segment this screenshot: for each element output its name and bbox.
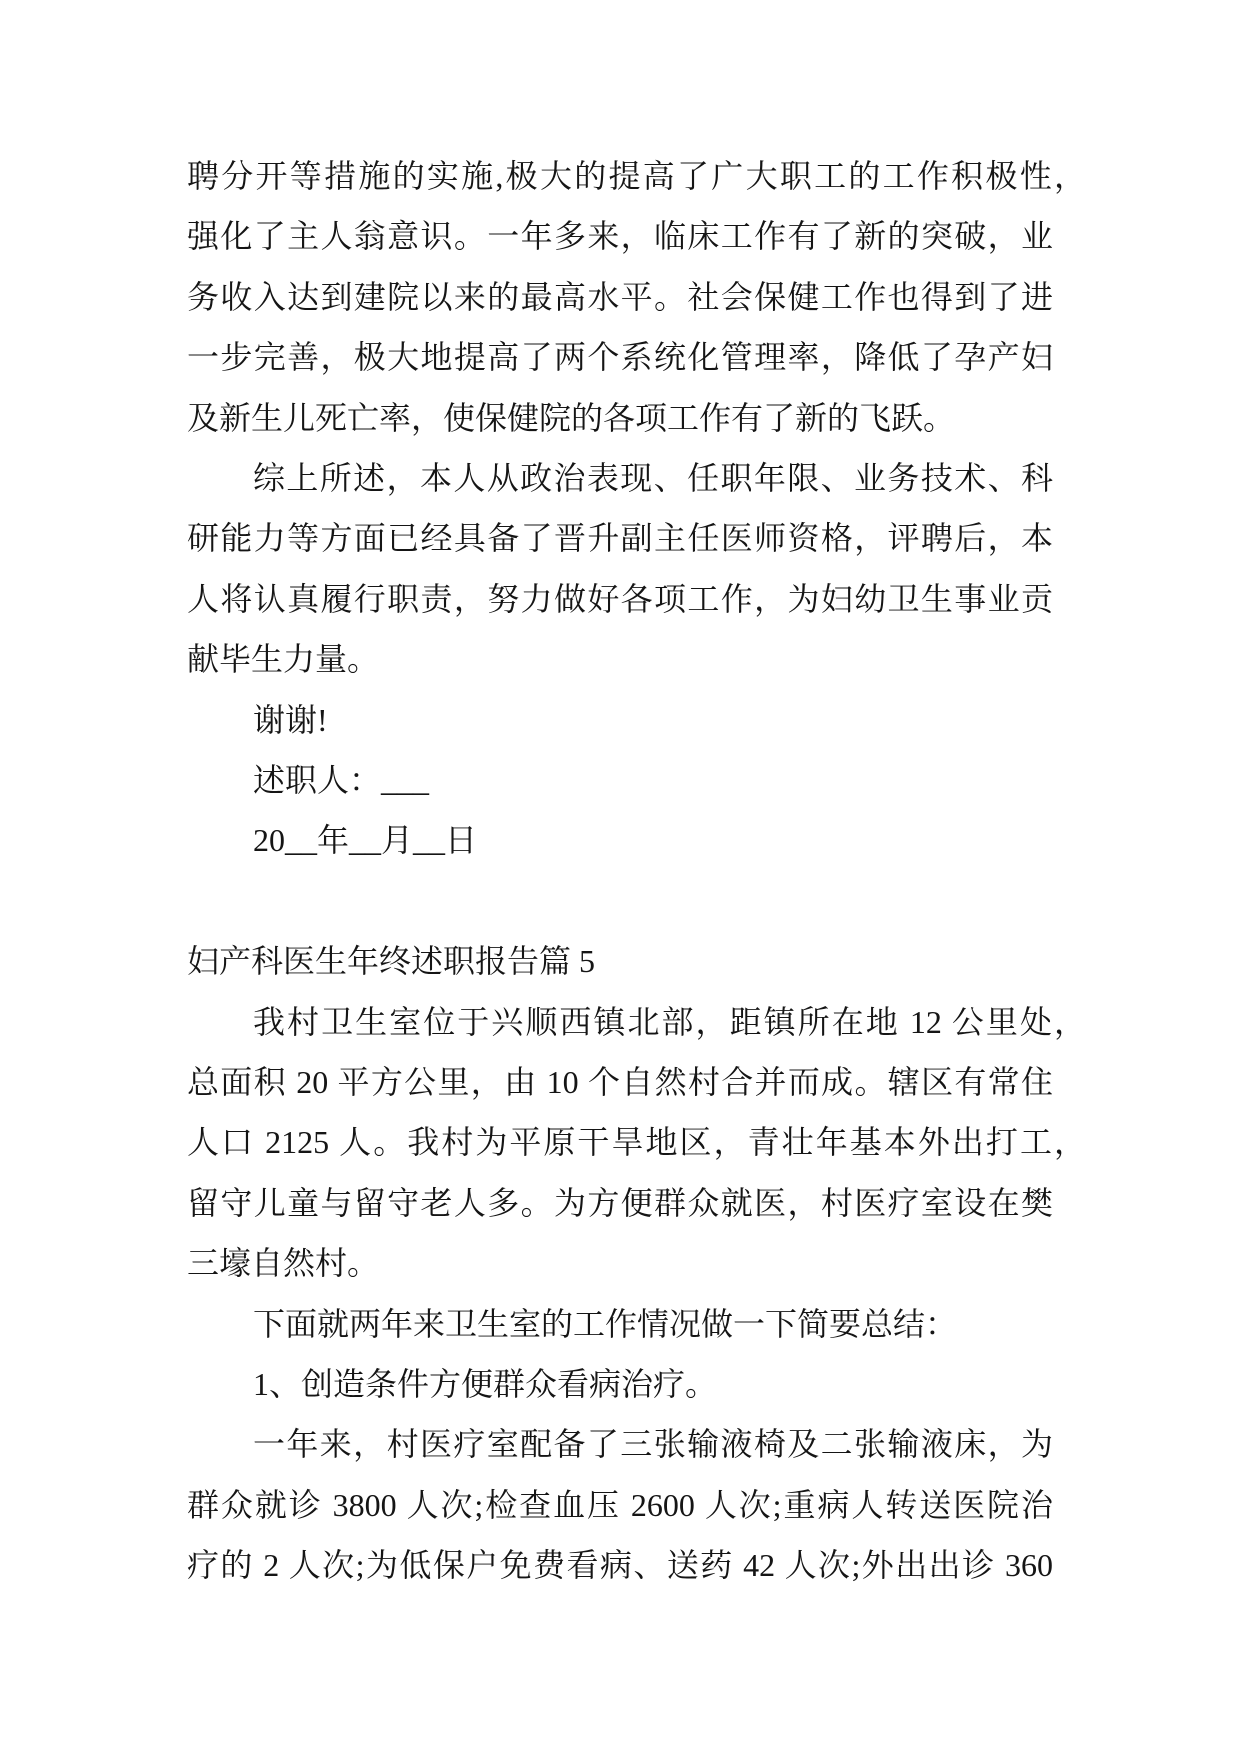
section-title: 妇产科医生年终述职报告篇 5: [187, 943, 596, 979]
body-text-line: 留守儿童与留守老人多。为方便群众就医，村医疗室设在樊: [187, 1185, 1053, 1221]
body-text-line: 群众就诊 3800 人次;检查血压 2600 人次;重病人转送医院治: [187, 1487, 1053, 1523]
body-text-line: 我村卫生室位于兴顺西镇北部，距镇所在地 12 公里处，: [253, 1004, 1086, 1040]
body-text-line: 研能力等方面已经具备了晋升副主任医师资格，评聘后，本: [187, 520, 1053, 556]
signature-line: 述职人：___: [253, 762, 430, 798]
numbered-subheading: 1、创造条件方便群众看病治疗。: [253, 1366, 718, 1402]
body-text-line: 务收入达到建院以来的最高水平。社会保健工作也得到了进: [187, 279, 1053, 315]
body-text-line: 人将认真履行职责，努力做好各项工作，为妇幼卫生事业贡: [187, 581, 1053, 617]
body-text-line: 强化了主人翁意识。一年多来，临床工作有了新的突破，业: [187, 218, 1053, 254]
body-text-line: 总面积 20 平方公里，由 10 个自然村合并而成。辖区有常住: [187, 1064, 1053, 1100]
body-text-line: 献毕生力量。: [187, 641, 380, 677]
date-line: 20__年__月__日: [253, 822, 478, 858]
body-text-line: 一年来，村医疗室配备了三张输液椅及二张输液床，为: [253, 1426, 1053, 1462]
closing-thanks: 谢谢!: [253, 702, 328, 738]
body-text-line: 下面就两年来卫生室的工作情况做一下简要总结：: [253, 1306, 958, 1342]
body-text-line: 及新生儿死亡率，使保健院的各项工作有了新的飞跃。: [187, 400, 956, 436]
body-text-line: 综上所述，本人从政治表现、任职年限、业务技术、科: [253, 460, 1053, 496]
body-text-line: 聘分开等措施的实施,极大的提高了广大职工的工作积极性，: [187, 158, 1086, 194]
body-text-line: 疗的 2 人次;为低保户免费看病、送药 42 人次;外出出诊 360: [187, 1547, 1053, 1583]
body-text-line: 人口 2125 人。我村为平原干旱地区，青壮年基本外出打工，: [187, 1124, 1086, 1160]
body-text-line: 三壕自然村。: [187, 1245, 380, 1281]
body-text-line: 一步完善，极大地提高了两个系统化管理率，降低了孕产妇: [187, 339, 1053, 375]
